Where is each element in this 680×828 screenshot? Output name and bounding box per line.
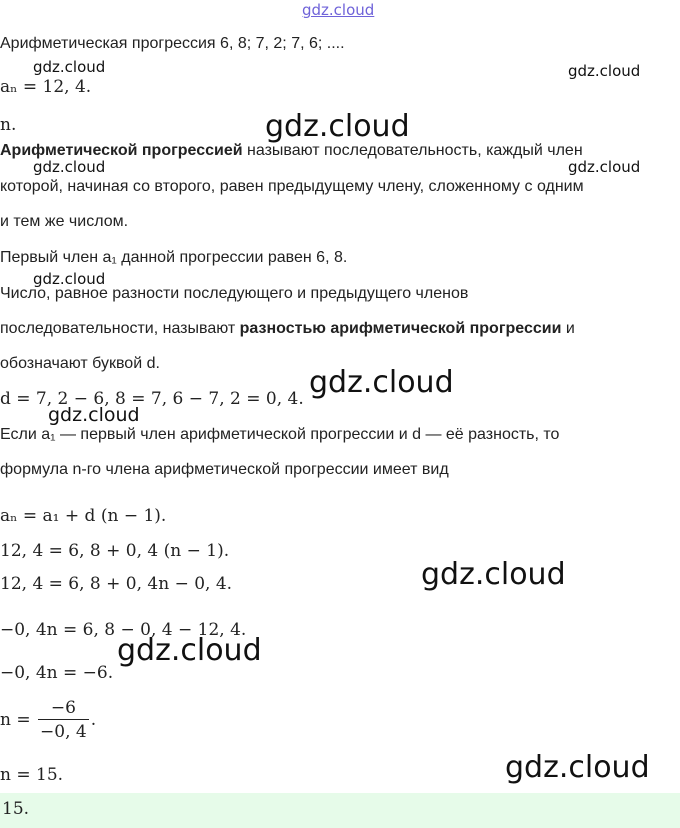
watermark-small: gdz.cloud	[33, 158, 106, 176]
fraction	[38, 698, 89, 742]
watermark-small: gdz.cloud	[33, 270, 106, 288]
difference-line-3: обозначают буквой d.	[0, 355, 160, 372]
given-sequence: Арифметическая прогрессия 6, 8; 7, 2; 7, 6; ....	[0, 35, 345, 52]
fraction-lhs: n =	[0, 710, 31, 730]
watermark-small: gdz.cloud	[568, 158, 641, 176]
formula-intro-line-2: формула n-го члена арифметической прогрессии имеет вид	[0, 461, 449, 478]
difference-text: последовательности, называют	[0, 320, 240, 337]
step-expand: 12, 4 = 6, 8 + 0, 4n − 0, 4.	[0, 574, 233, 594]
definition-line-2: которой, начиная со второго, равен предыдущему члену, сложенному с одним	[0, 178, 584, 195]
answer-value: 15.	[2, 799, 30, 819]
watermark-small: gdz.cloud	[568, 62, 641, 80]
watermark-large: gdz.cloud	[265, 109, 410, 144]
difference-line-1: Число, равное разности последующего и предыдущего членов	[0, 285, 469, 302]
step-formula: aₙ = a₁ + d (n − 1).	[0, 506, 167, 526]
step-rearrange: −0, 4n = 6, 8 − 0, 4 − 12, 4.	[0, 620, 247, 640]
find-n: n.	[0, 115, 17, 135]
formula-intro-line-1: Если a₁ — первый член арифметической прогрессии и d — её разность, то	[0, 426, 560, 443]
watermark-small: gdz.cloud	[48, 404, 140, 426]
definition-line-3: и тем же числом.	[0, 213, 129, 230]
difference-line-2	[0, 318, 575, 340]
watermark-large: gdz.cloud	[309, 365, 454, 400]
given-an: aₙ = 12, 4.	[0, 77, 92, 97]
watermark-large: gdz.cloud	[421, 557, 566, 592]
first-term-text: Первый член a₁ данной прогрессии равен 6, 8.	[0, 249, 348, 266]
watermark-link[interactable]: gdz.cloud	[302, 1, 375, 19]
step-substitute: 12, 4 = 6, 8 + 0, 4 (n − 1).	[0, 541, 230, 561]
difference-end: и	[561, 320, 575, 337]
fraction-numerator: −6	[38, 698, 89, 720]
watermark-large: gdz.cloud	[117, 633, 262, 668]
watermark-large: gdz.cloud	[505, 750, 650, 785]
answer-box	[0, 793, 680, 828]
definition-text: называют последовательность, каждый член	[242, 142, 583, 159]
result: n = 15.	[0, 765, 64, 785]
watermark-small: gdz.cloud	[33, 58, 106, 76]
step-fraction	[0, 698, 96, 742]
fraction-denominator: −0, 4	[40, 722, 87, 742]
fraction-end: .	[90, 710, 97, 730]
difference-term: разностью арифметической прогрессии	[239, 320, 562, 337]
definition-term: Арифметической прогрессией	[0, 142, 243, 159]
d-calculation: d = 7, 2 − 6, 8 = 7, 6 − 7, 2 = 0, 4.	[0, 389, 304, 409]
step-simplify: −0, 4n = −6.	[0, 663, 114, 683]
